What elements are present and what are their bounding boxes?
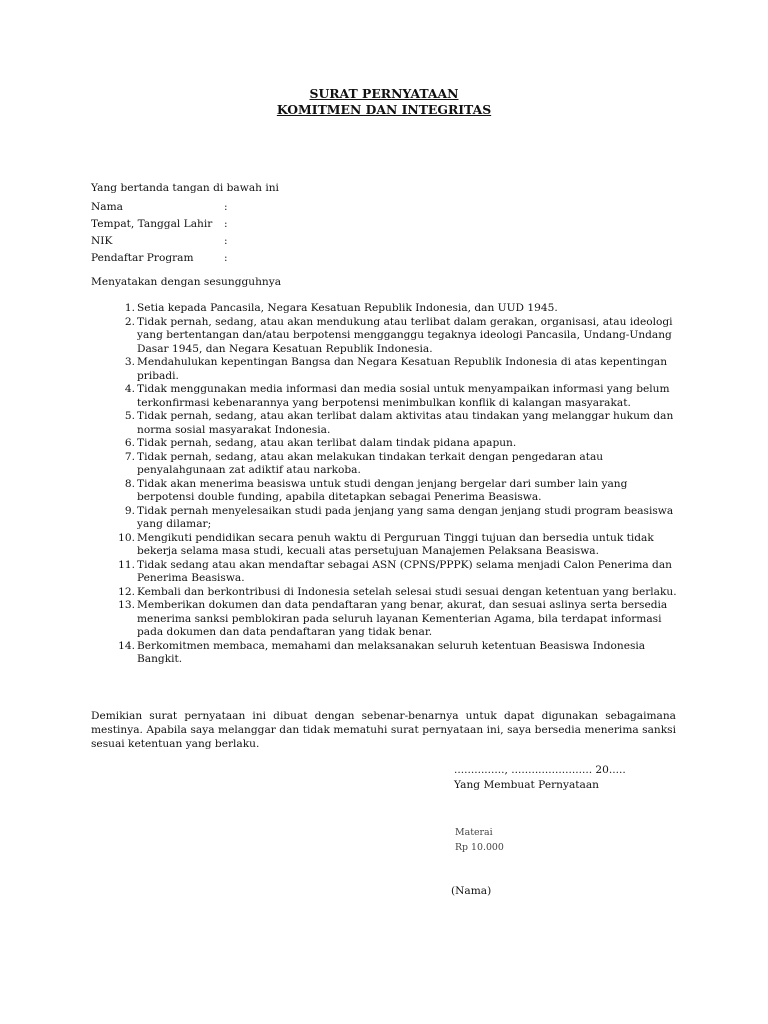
field-label: NIK	[91, 235, 113, 247]
intro-text: Yang bertanda tangan di bawah ini	[91, 182, 279, 194]
field-separator: :	[224, 252, 228, 264]
item-text: Tidak pernah, sedang, atau akan terlibat dalam aktivitas atau tindakan yang melanggar hukum dan norma sosial masyarakat Indonesia.	[137, 410, 674, 436]
item-text: Berkomitmen membaca, memahami dan melaksanakan seluruh ketentuan Beasiswa Indonesia Bangkit.	[137, 639, 646, 665]
item-number: 5.	[124, 410, 135, 422]
field-separator: :	[224, 218, 228, 230]
closing-paragraph: Demikian surat pernyataan ini dibuat dengan sebenar-benarnya untuk dapat digunakan sebagaimana mestinya. Apabila saya melanggar dan tidak mematuhi surat pernyataan ini, saya bersedia menerima sanksi sesuai ketentuan yang berlaku.	[91, 710, 676, 751]
signature-date-line: ..............., ........................ 20.....	[454, 764, 626, 776]
list-item	[91, 640, 681, 667]
item-text: Tidak pernah, sedang, atau akan melakukan tindakan terkait dengan pengedaran atau penyalahgunaan zat adiktif atau narkoba.	[137, 450, 604, 476]
item-number: 7.	[124, 450, 135, 463]
field-separator: :	[224, 201, 228, 213]
item-text: Tidak akan menerima beasiswa untuk studi dengan jenjang bergelar dari sumber lain yang berpotensi double funding, apabila ditetapkan sebagai Penerima Beasiswa.	[137, 477, 628, 503]
item-text: Mengikuti pendidikan secara penuh waktu di Perguruan Tinggi tujuan dan bersedia untuk tidak bekerja selama masa studi, kecuali atas persetujuan Manajemen Pelaksana Beasiswa.	[137, 531, 654, 557]
field-label: Pendaftar Program	[91, 252, 194, 264]
field-nik	[91, 233, 228, 250]
title-line-2: KOMITMEN DAN INTEGRITAS	[276, 102, 492, 117]
item-number: 13.	[118, 599, 135, 611]
list-item	[91, 316, 681, 357]
item-number: 9.	[124, 504, 135, 517]
document-title	[0, 86, 768, 118]
item-text: Memberikan dokumen dan data pendaftaran yang benar, akurat, dan sesuai aslinya serta bersedia menerima sanksi pemblokiran pada seluruh layanan Kementerian Agama, bila terdapat informasi pada dokumen dan data pendaftaran yang tidak benar.	[137, 599, 668, 638]
item-text: Tidak menggunakan media informasi dan media sosial untuk menyampaikan informasi yang belum terkonfirmasi kebenarannya yang berpotensi menimbulkan konflik di kalangan masyarakat.	[137, 383, 670, 409]
item-number: 2.	[124, 315, 135, 328]
item-text: Tidak pernah, sedang, atau akan terlibat dalam tindak pidana apapun.	[137, 437, 517, 449]
item-number: 12.	[118, 585, 135, 598]
signature-role: Yang Membuat Pernyataan	[454, 779, 599, 791]
statement-lead: Menyatakan dengan sesungguhnya	[91, 276, 282, 288]
signature-name: (Nama)	[451, 885, 492, 897]
list-item	[91, 599, 681, 640]
item-number: 14.	[118, 639, 135, 652]
list-item	[91, 532, 681, 559]
list-item	[91, 383, 681, 410]
field-program	[91, 250, 228, 267]
list-item	[91, 437, 681, 451]
item-number: 6.	[124, 437, 135, 449]
field-label: Nama	[91, 201, 123, 213]
identity-fields	[91, 199, 228, 267]
field-label: Tempat, Tanggal Lahir	[91, 218, 213, 230]
title-line-1: SURAT PERNYATAAN	[309, 86, 459, 101]
list-item	[91, 559, 681, 586]
list-item	[91, 356, 681, 383]
item-text: Tidak pernah menyelesaikan studi pada jenjang yang sama dengan jenjang studi program beasiswa yang dilamar;	[137, 504, 674, 530]
list-item	[91, 586, 681, 600]
statement-list	[91, 302, 681, 667]
list-item	[91, 410, 681, 437]
materai-stamp-area	[455, 825, 504, 855]
item-number: 11.	[118, 558, 135, 571]
item-text: Mendahulukan kepentingan Bangsa dan Negara Kesatuan Republik Indonesia di atas kepentingan pribadi.	[137, 356, 668, 382]
list-item	[91, 478, 681, 505]
list-item	[91, 505, 681, 532]
item-number: 8.	[124, 477, 135, 490]
item-number: 1.	[124, 302, 135, 314]
item-text: Tidak pernah, sedang, atau akan mendukung atau terlibat dalam gerakan, organisasi, atau ideologi yang bertentangan dan/atau berpotensi mengganggu tegaknya ideologi Pancasila, Undang-Undang Dasar 1945, dan Negara Kesatuan Republik Indonesia.	[137, 315, 673, 355]
field-nama	[91, 199, 228, 216]
item-number: 10.	[118, 531, 135, 544]
list-item	[91, 451, 681, 478]
materai-label: Materai	[455, 827, 493, 838]
materai-amount: Rp 10.000	[455, 842, 504, 853]
item-text: Setia kepada Pancasila, Negara Kesatuan Republik Indonesia, dan UUD 1945.	[137, 302, 558, 314]
item-text: Tidak sedang atau akan mendaftar sebagai ASN (CPNS/PPPK) selama menjadi Calon Penerima dan Penerima Beasiswa.	[137, 558, 672, 584]
item-text: Kembali dan berkontribusi di Indonesia setelah selesai studi sesuai dengan ketentuan yang berlaku.	[137, 585, 677, 598]
item-number: 3.	[124, 356, 135, 368]
field-separator: :	[224, 235, 228, 247]
field-ttl	[91, 216, 228, 233]
list-item	[91, 302, 681, 316]
item-number: 4.	[124, 383, 135, 395]
